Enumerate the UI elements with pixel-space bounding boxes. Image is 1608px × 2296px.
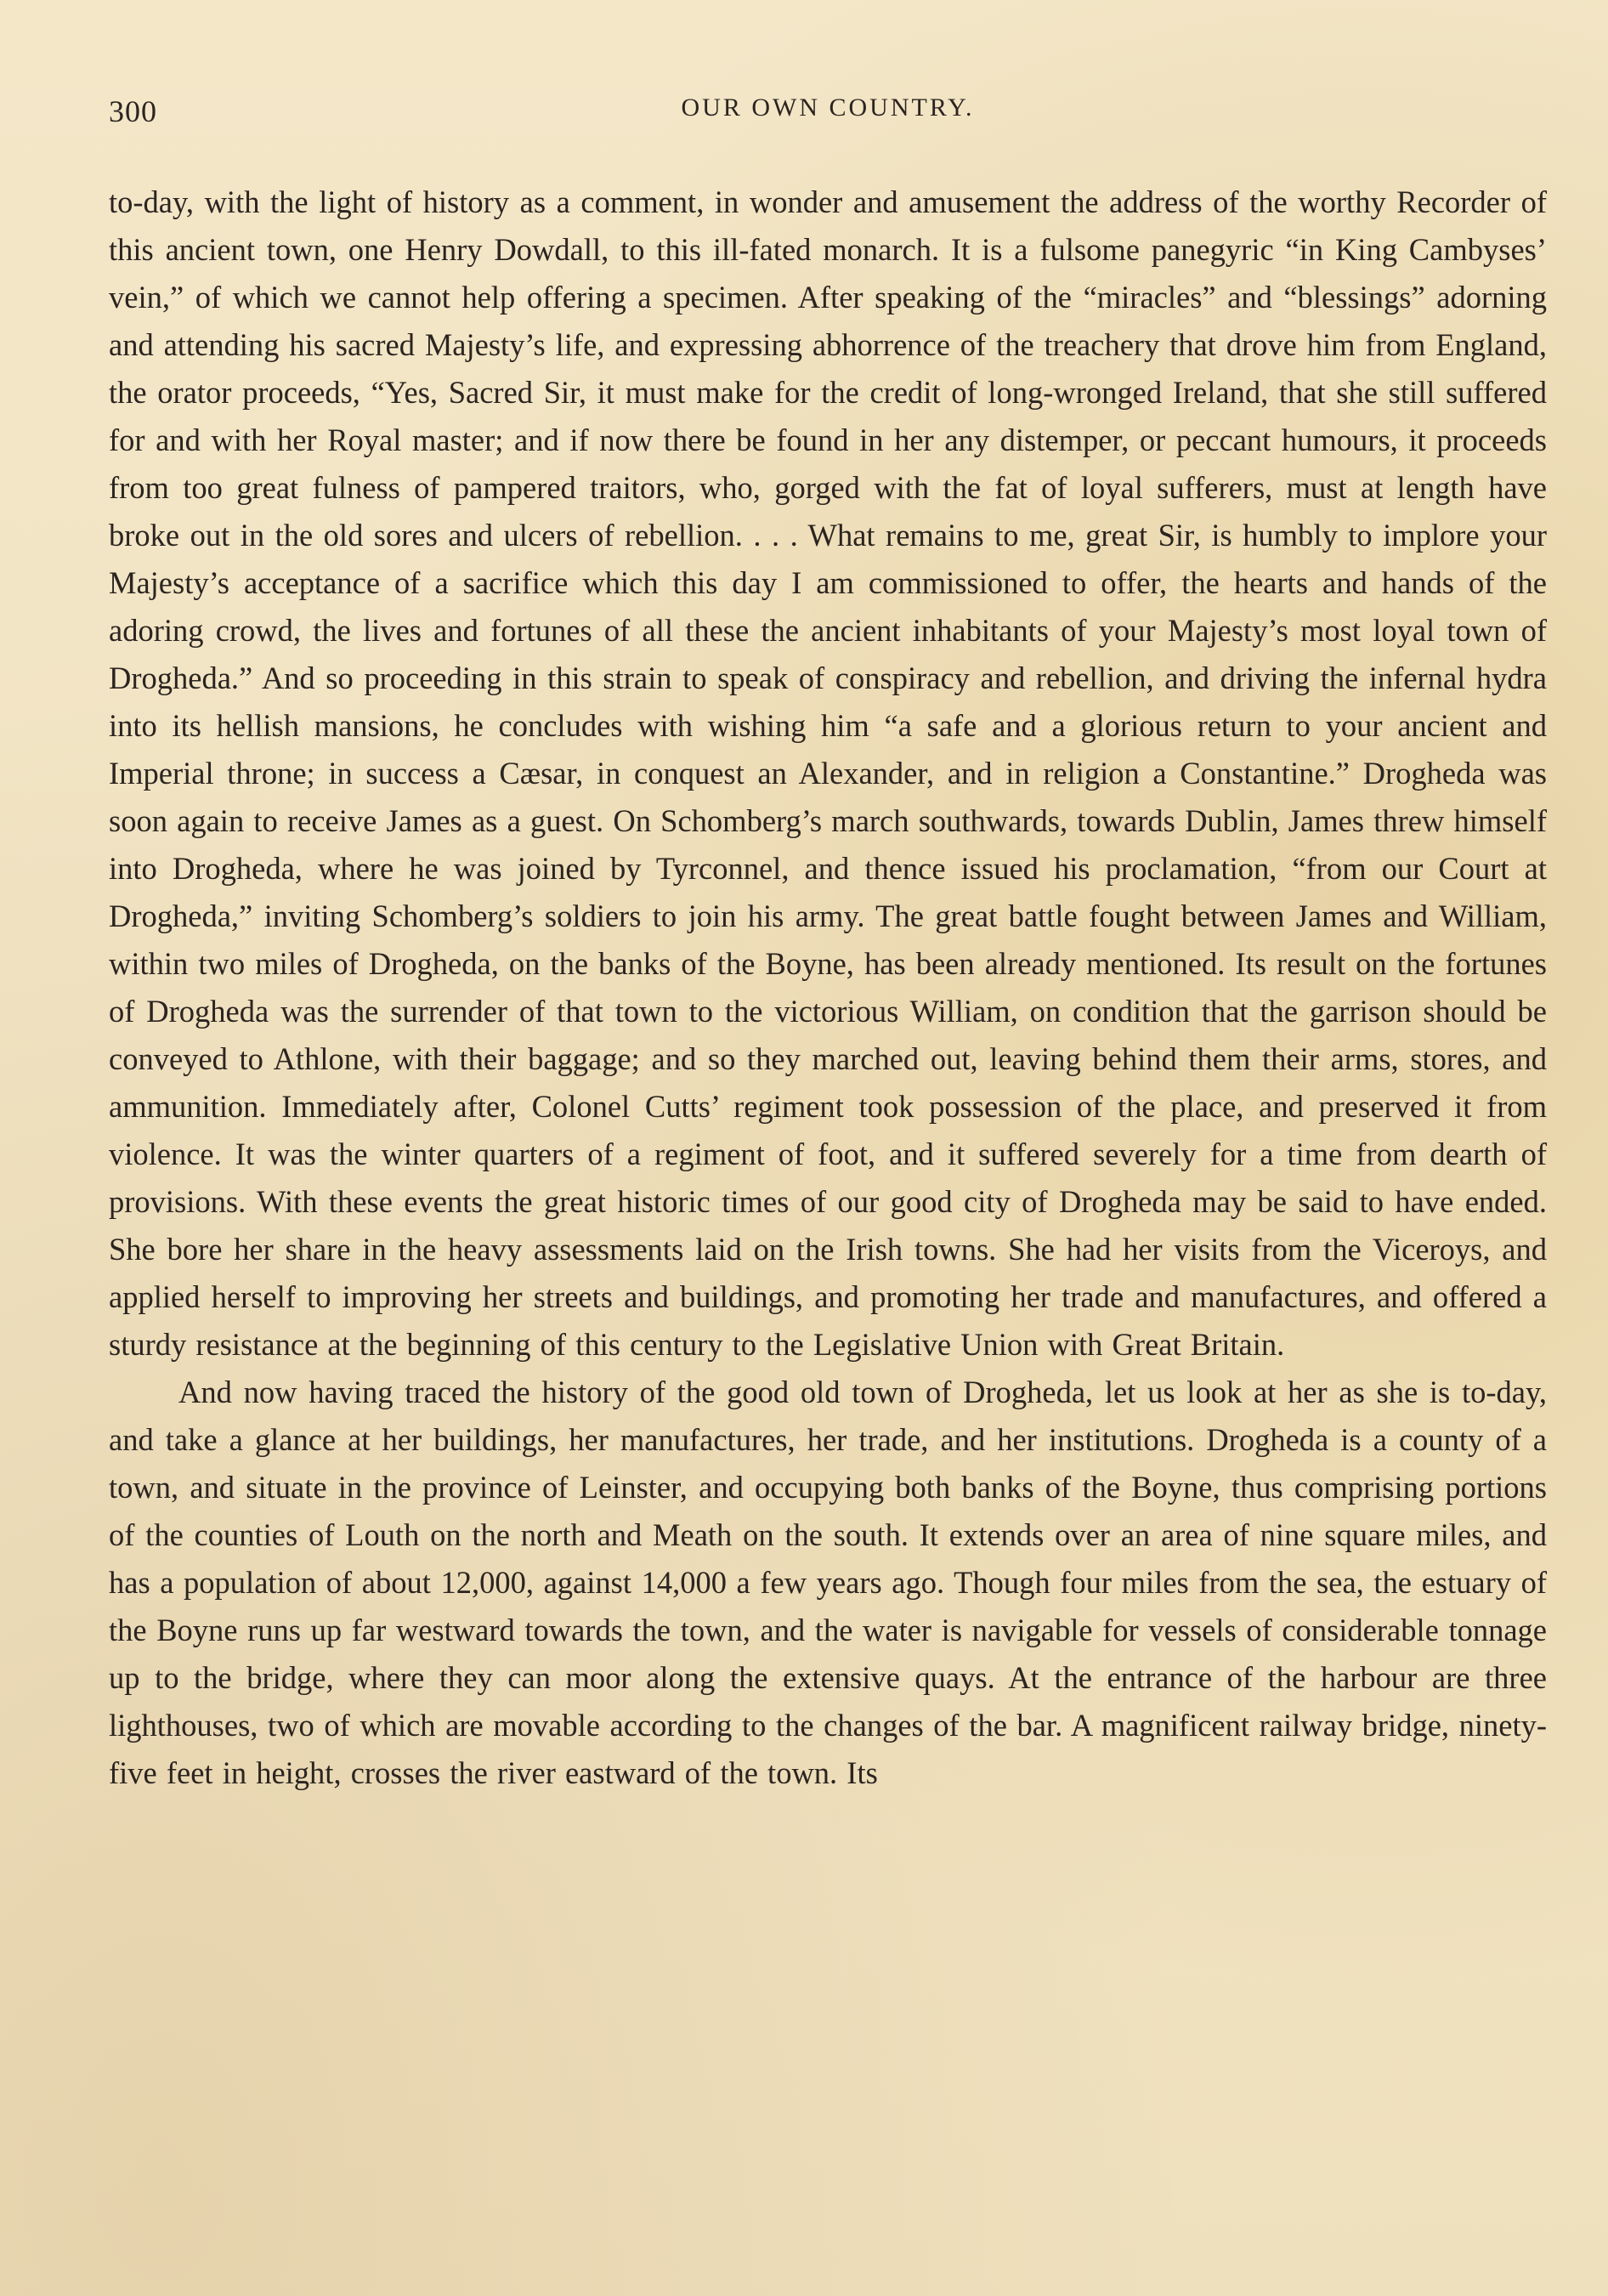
page-content [109, 78, 1547, 2254]
paragraph-drogheda-today: And now having traced the history of the good old town of Drogheda, let us look at her as she is to-day, and take a glance at her buildings, her manufactures, her trade, and her institutions. Drogheda is a county of a town, and situate in the province of Leinster, and occupying both banks of the Boyne, thus comprising portions of the counties of Louth on the north and Meath on the south. It extends over an area of nine square miles, and has a population of about 12,000, against 14,000 a few years ago. Though four miles from the sea, the estuary of the Boyne runs up far westward towards the town, and the water is navigable for vessels of considerable tonnage up to the bridge, where they can moor along the extensive quays. At the entrance of the harbour are three lighthouses, two of which are movable according to the changes of the bar. A magnificent railway bridge, ninety-five feet in height, crosses the river eastward of the town. Its [109, 1375, 1547, 1790]
running-title: OUR OWN COUNTRY. [681, 94, 975, 122]
running-head [109, 78, 1547, 129]
page-number: 300 [109, 94, 157, 128]
paragraph-continuation: to-day, with the light of history as a comment, in wonder and amusement the address of the worthy Recorder of this ancient town, one Henry Dowdall, to this ill-fated monarch. It is a fulsome panegyric “in King Cambyses’ vein,” of which we cannot help offering a specimen. After speaking of the “miracles” and “blessings” adorning and attending his sacred Majesty’s life, and expressing abhorrence of the treachery that drove him from England, the orator proceeds, “Yes, Sacred Sir, it must make for the credit of long-wronged Ireland, that she still suffered for and with her Royal master; and if now there be found in her any distemper, or peccant humours, it proceeds from too great fulness of pampered traitors, who, gorged with the fat of loyal sufferers, must at length have broke out in the old sores and ulcers of rebellion. . . . What remains to me, great Sir, is humbly to implore your Majesty’s acceptance of a sacrifice which this day I am commissioned to offer, the hearts and hands of the adoring crowd, the lives and fortunes of all these the ancient inhabitants of your Majesty’s most loyal town of Drogheda.” And so proceeding in this strain to speak of conspiracy and rebellion, and driving the infernal hydra into its hellish mansions, he concludes with wishing him “a safe and a glorious return to your ancient and Imperial throne; in success a Cæsar, in conquest an Alexander, and in religion a Constantine.” Drogheda was soon again to receive James as a guest. On Schomberg’s march southwards, towards Dublin, James threw himself into Drogheda, where he was joined by Tyrconnel, and thence issued his proclamation, “from our Court at Drogheda,” inviting Schomberg’s soldiers to join his army. The great battle fought between James and William, within two miles of Drogheda, on the banks of the Boyne, has been already mentioned. Its result on the fortunes of Drogheda was the surrender of that town to the victorious William, on condition that the garrison should be conveyed to Athlone, with their baggage; and so they marched out, leaving behind them their arms, stores, and ammunition. Immediately after, Colonel Cutts’ regiment took possession of the place, and preserved it from violence. It was the winter quarters of a regiment of foot, and it suffered severely for a time from dearth of provisions. With these events the great historic times of our good city of Drogheda may be said to have ended. She bore her share in the heavy assessments laid on the Irish towns. She had her visits from the Viceroys, and applied herself to improving her streets and buildings, and promoting her trade and manufactures, and offered a sturdy resistance at the beginning of this century to the Legislative Union with Great Britain. [109, 184, 1547, 1362]
body-text [109, 179, 1547, 1797]
